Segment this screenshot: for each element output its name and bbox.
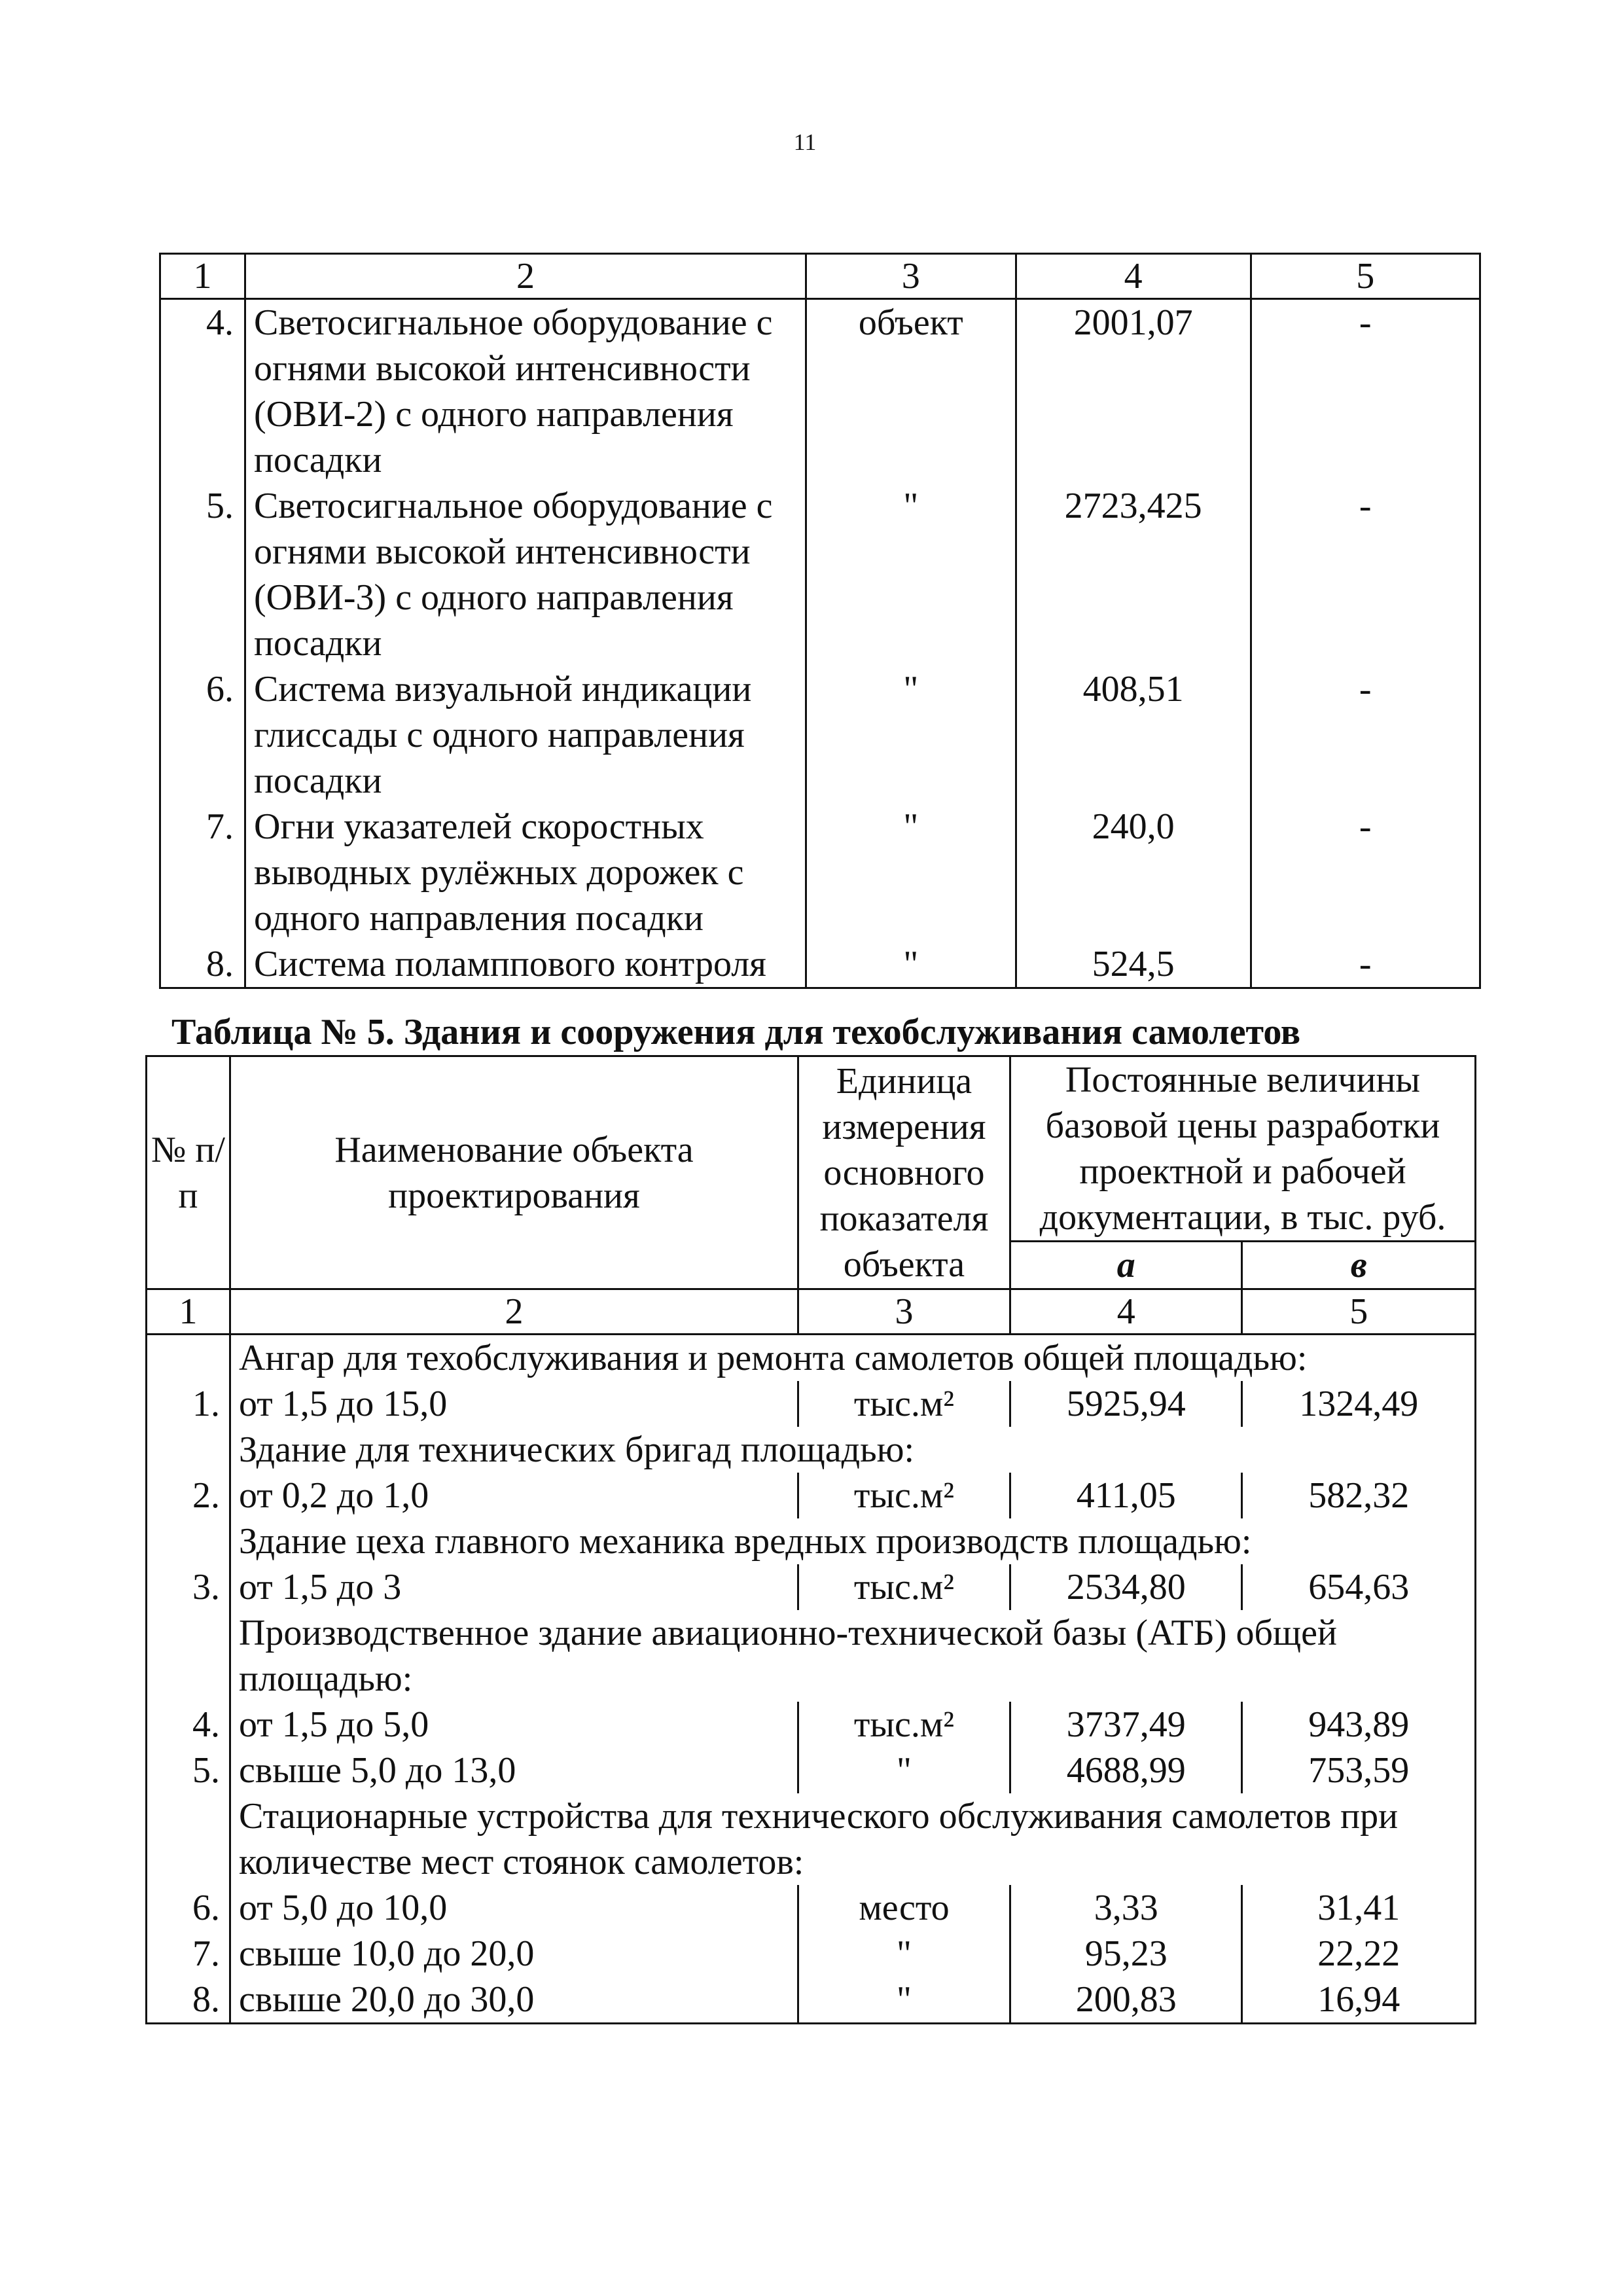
row-value-a: 5925,94 bbox=[1010, 1381, 1242, 1427]
continuation-table bbox=[159, 253, 1481, 989]
column-number: 3 bbox=[806, 254, 1016, 299]
header-col-a: а bbox=[1010, 1242, 1242, 1289]
row-value: 240,0 bbox=[1016, 804, 1251, 941]
row-range: от 1,5 до 15,0 bbox=[230, 1381, 798, 1427]
table-row bbox=[147, 1702, 1476, 1748]
buildings-table bbox=[145, 1055, 1476, 2024]
row-value-b: 1324,49 bbox=[1242, 1381, 1476, 1427]
row-unit: " bbox=[798, 1748, 1010, 1793]
row-number: 5. bbox=[160, 483, 245, 666]
column-number: 2 bbox=[245, 254, 806, 299]
column-number: 5 bbox=[1251, 254, 1480, 299]
row-name: Светосигнальное оборудование с огнями высокой интенсивности (ОВИ-2) с одного направления посадки bbox=[245, 299, 806, 484]
row-value-b: 31,41 bbox=[1242, 1885, 1476, 1931]
group-number-cell bbox=[147, 1793, 230, 1885]
table-caption: Таблица № 5. Здания и сооружения для техобслуживания самолетов bbox=[171, 1012, 1301, 1052]
row-number: 6. bbox=[160, 666, 245, 804]
row-number: 6. bbox=[147, 1885, 230, 1931]
row-number: 7. bbox=[147, 1931, 230, 1977]
row-value-b: 943,89 bbox=[1242, 1702, 1476, 1748]
row-unit: тыс.м² bbox=[798, 1702, 1010, 1748]
table-row bbox=[147, 1473, 1476, 1518]
row-value: 2001,07 bbox=[1016, 299, 1251, 484]
row-value-b: 654,63 bbox=[1242, 1564, 1476, 1610]
row-name: Светосигнальное оборудование с огнями высокой интенсивности (ОВИ-3) с одного направления посадки bbox=[245, 483, 806, 666]
row-value-a: 95,23 bbox=[1010, 1931, 1242, 1977]
row-name: Система поламппового контроля bbox=[245, 941, 806, 988]
table-row bbox=[147, 1748, 1476, 1793]
row-range: от 1,5 до 3 bbox=[230, 1564, 798, 1610]
page-number: 11 bbox=[793, 129, 817, 155]
group-row bbox=[147, 1335, 1476, 1382]
row-unit: объект bbox=[806, 299, 1016, 484]
row-unit: тыс.м² bbox=[798, 1564, 1010, 1610]
header-name: Наименование объекта проектирования bbox=[230, 1056, 798, 1289]
row-value-b: 22,22 bbox=[1242, 1931, 1476, 1977]
header-number: № п/п bbox=[147, 1056, 230, 1289]
column-number: 5 bbox=[1242, 1289, 1476, 1335]
row-value-a: 411,05 bbox=[1010, 1473, 1242, 1518]
table-row bbox=[147, 1381, 1476, 1427]
table-row bbox=[147, 1977, 1476, 2024]
row-number: 4. bbox=[147, 1702, 230, 1748]
header-values: Постоянные величины базовой цены разработки проектной и рабочей документации, в тыс. руб. bbox=[1010, 1056, 1475, 1242]
row-number: 1. bbox=[147, 1381, 230, 1427]
row-unit: " bbox=[806, 941, 1016, 988]
row-extra: - bbox=[1251, 483, 1480, 666]
header-col-b: в bbox=[1242, 1242, 1476, 1289]
table-row bbox=[160, 804, 1480, 941]
group-number-cell bbox=[147, 1335, 230, 1382]
table-row bbox=[160, 483, 1480, 666]
row-range: от 5,0 до 10,0 bbox=[230, 1885, 798, 1931]
row-value-b: 16,94 bbox=[1242, 1977, 1476, 2024]
table-row bbox=[147, 1564, 1476, 1610]
row-number: 5. bbox=[147, 1748, 230, 1793]
row-number: 8. bbox=[160, 941, 245, 988]
buildings-table-body bbox=[147, 1335, 1476, 2024]
row-value: 524,5 bbox=[1016, 941, 1251, 988]
row-value-a: 3,33 bbox=[1010, 1885, 1242, 1931]
row-range: свыше 5,0 до 13,0 bbox=[230, 1748, 798, 1793]
table-row bbox=[160, 941, 1480, 988]
row-number: 3. bbox=[147, 1564, 230, 1610]
column-number: 2 bbox=[230, 1289, 798, 1335]
table-row bbox=[160, 299, 1480, 484]
group-title: Стационарные устройства для технического обслуживания самолетов при количестве мест стоянок самолетов: bbox=[238, 1796, 1399, 1882]
group-number-cell bbox=[147, 1518, 230, 1564]
row-extra: - bbox=[1251, 941, 1480, 988]
row-value-b: 753,59 bbox=[1242, 1748, 1476, 1793]
column-number-row bbox=[160, 254, 1480, 299]
column-number: 4 bbox=[1016, 254, 1251, 299]
row-unit: " bbox=[798, 1931, 1010, 1977]
group-title: Производственное здание авиационно-технической базы (АТБ) общей площадью: bbox=[238, 1613, 1337, 1699]
row-unit: " bbox=[806, 666, 1016, 804]
row-unit: " bbox=[806, 804, 1016, 941]
group-row bbox=[147, 1793, 1476, 1885]
row-range: свыше 10,0 до 20,0 bbox=[230, 1931, 798, 1977]
group-title: Ангар для техобслуживания и ремонта самолетов общей площадью: bbox=[238, 1338, 1308, 1378]
row-name: Система визуальной индикации глиссады с одного направления посадки bbox=[245, 666, 806, 804]
row-unit: тыс.м² bbox=[798, 1473, 1010, 1518]
row-range: от 0,2 до 1,0 bbox=[230, 1473, 798, 1518]
group-row bbox=[147, 1427, 1476, 1473]
row-name: Огни указателей скоростных выводных рулёжных дорожек с одного направления посадки bbox=[245, 804, 806, 941]
column-number: 1 bbox=[160, 254, 245, 299]
row-number: 2. bbox=[147, 1473, 230, 1518]
table-row bbox=[160, 666, 1480, 804]
column-number: 3 bbox=[798, 1289, 1010, 1335]
row-extra: - bbox=[1251, 299, 1480, 484]
group-number-cell bbox=[147, 1610, 230, 1702]
group-row bbox=[147, 1518, 1476, 1564]
group-number-cell bbox=[147, 1427, 230, 1473]
row-unit: " bbox=[798, 1977, 1010, 2024]
row-value-b: 582,32 bbox=[1242, 1473, 1476, 1518]
row-number: 4. bbox=[160, 299, 245, 484]
row-value-a: 3737,49 bbox=[1010, 1702, 1242, 1748]
column-number: 4 bbox=[1010, 1289, 1242, 1335]
header-row bbox=[147, 1056, 1476, 1242]
row-value: 408,51 bbox=[1016, 666, 1251, 804]
group-row bbox=[147, 1610, 1476, 1702]
row-value-a: 2534,80 bbox=[1010, 1564, 1242, 1610]
table-row bbox=[147, 1885, 1476, 1931]
row-range: от 1,5 до 5,0 bbox=[230, 1702, 798, 1748]
row-value: 2723,425 bbox=[1016, 483, 1251, 666]
header-unit: Единица измерения основного показателя объекта bbox=[798, 1056, 1010, 1289]
row-range: свыше 20,0 до 30,0 bbox=[230, 1977, 798, 2024]
row-value-a: 4688,99 bbox=[1010, 1748, 1242, 1793]
table-row bbox=[147, 1931, 1476, 1977]
row-number: 7. bbox=[160, 804, 245, 941]
group-title: Здание цеха главного механика вредных производств площадью: bbox=[238, 1521, 1252, 1562]
row-extra: - bbox=[1251, 804, 1480, 941]
row-value-a: 200,83 bbox=[1010, 1977, 1242, 2024]
row-extra: - bbox=[1251, 666, 1480, 804]
column-number-row bbox=[147, 1289, 1476, 1335]
row-number: 8. bbox=[147, 1977, 230, 2024]
row-unit: тыс.м² bbox=[798, 1381, 1010, 1427]
row-unit: место bbox=[798, 1885, 1010, 1931]
row-unit: " bbox=[806, 483, 1016, 666]
group-title: Здание для технических бригад площадью: bbox=[238, 1429, 915, 1470]
continuation-table-body bbox=[160, 299, 1480, 988]
column-number: 1 bbox=[147, 1289, 230, 1335]
